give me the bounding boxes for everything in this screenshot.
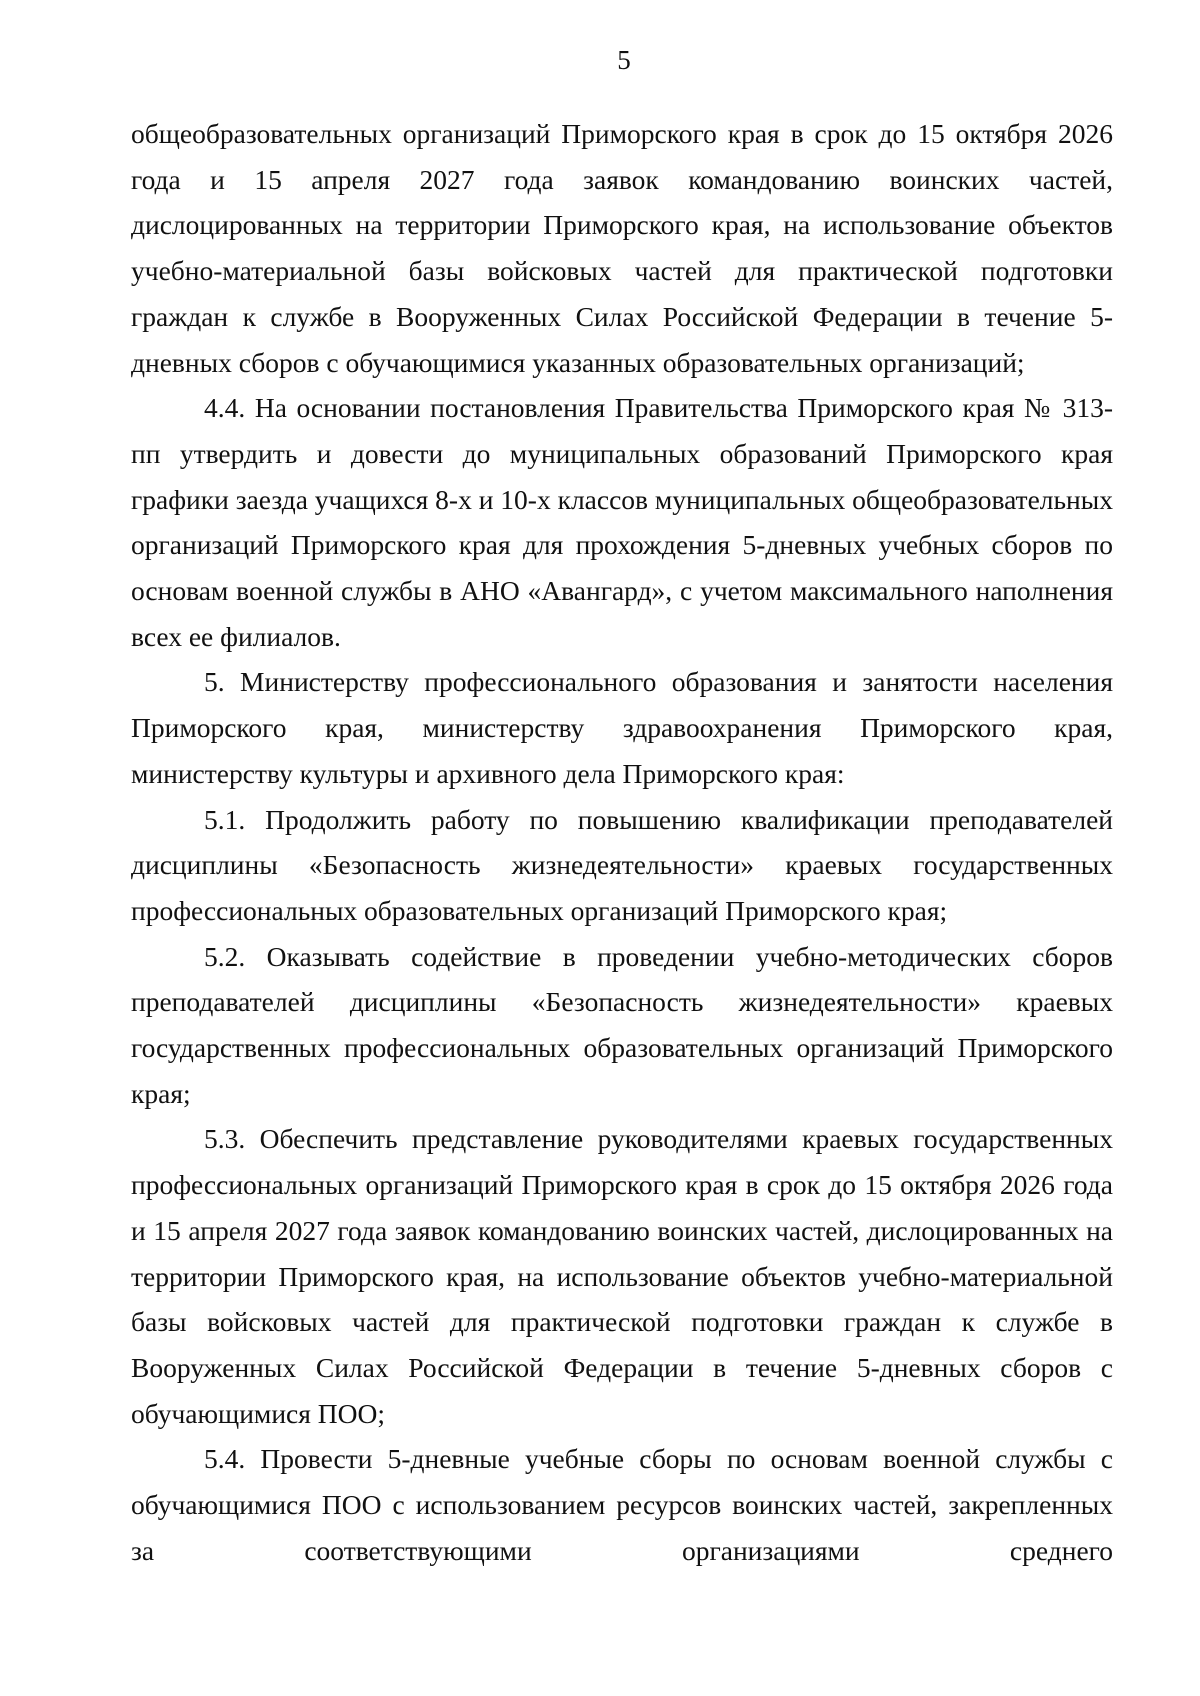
paragraph-5-4: 5.4. Провести 5-дневные учебные сборы по основам военной службы с обучающимися ПОО с использованием ресурсов воинских частей, закрепленных за соответствующими организациями среднего <box>131 1443 1113 1566</box>
document-body <box>131 111 1113 1574</box>
paragraph-5-2: 5.2. Оказывать содействие в проведении учебно-методических сборов преподавателей дисциплины «Безопасность жизнедеятельности» краевых государственных профессиональных образовательных организаций Приморского края; <box>131 940 1113 1109</box>
paragraph-4-4: 4.4. На основании постановления Правительства Приморского края № 313-пп утвердить и довести до муниципальных образований Приморского края графики заезда учащихся 8-х и 10-х классов муниципальных общеобразовательных организаций Приморского края для прохождения 5-дневных учебных сборов по основам военной службы в АНО «Авангард», с учетом максимального наполнения всех ее филиалов. <box>131 392 1113 652</box>
paragraph-5: 5. Министерству профессионального образования и занятости населения Приморского края, министерству здравоохранения Приморского края, министерству культуры и архивного дела Приморского края: <box>131 666 1113 789</box>
paragraph-5-1: 5.1. Продолжить работу по повышению квалификации преподавателей дисциплины «Безопасность жизнедеятельности» краевых государственных профессиональных образовательных организаций Приморского края; <box>131 803 1113 926</box>
paragraph-continuation: общеобразовательных организаций Приморского края в срок до 15 октября 2026 года и 15 апреля 2027 года заявок командованию воинских частей, дислоцированных на территории Приморского края, на использование объектов учебно-материальной базы войсковых частей для практической подготовки граждан к службе в Вооруженных Силах Российской Федерации в течение 5-дневных сборов с обучающимися указанных образовательных организаций; <box>131 118 1113 378</box>
page-number: 5 <box>617 45 631 75</box>
paragraph-5-3: 5.3. Обеспечить представление руководителями краевых государственных профессиональных организаций Приморского края в срок до 15 октября 2026 года и 15 апреля 2027 года заявок командованию воинских частей, дислоцированных на территории Приморского края, на использование объектов учебно-материальной базы войсковых частей для практической подготовки граждан к службе в Вооруженных Силах Российской Федерации в течение 5-дневных сборов с обучающимися ПОО; <box>131 1123 1113 1429</box>
